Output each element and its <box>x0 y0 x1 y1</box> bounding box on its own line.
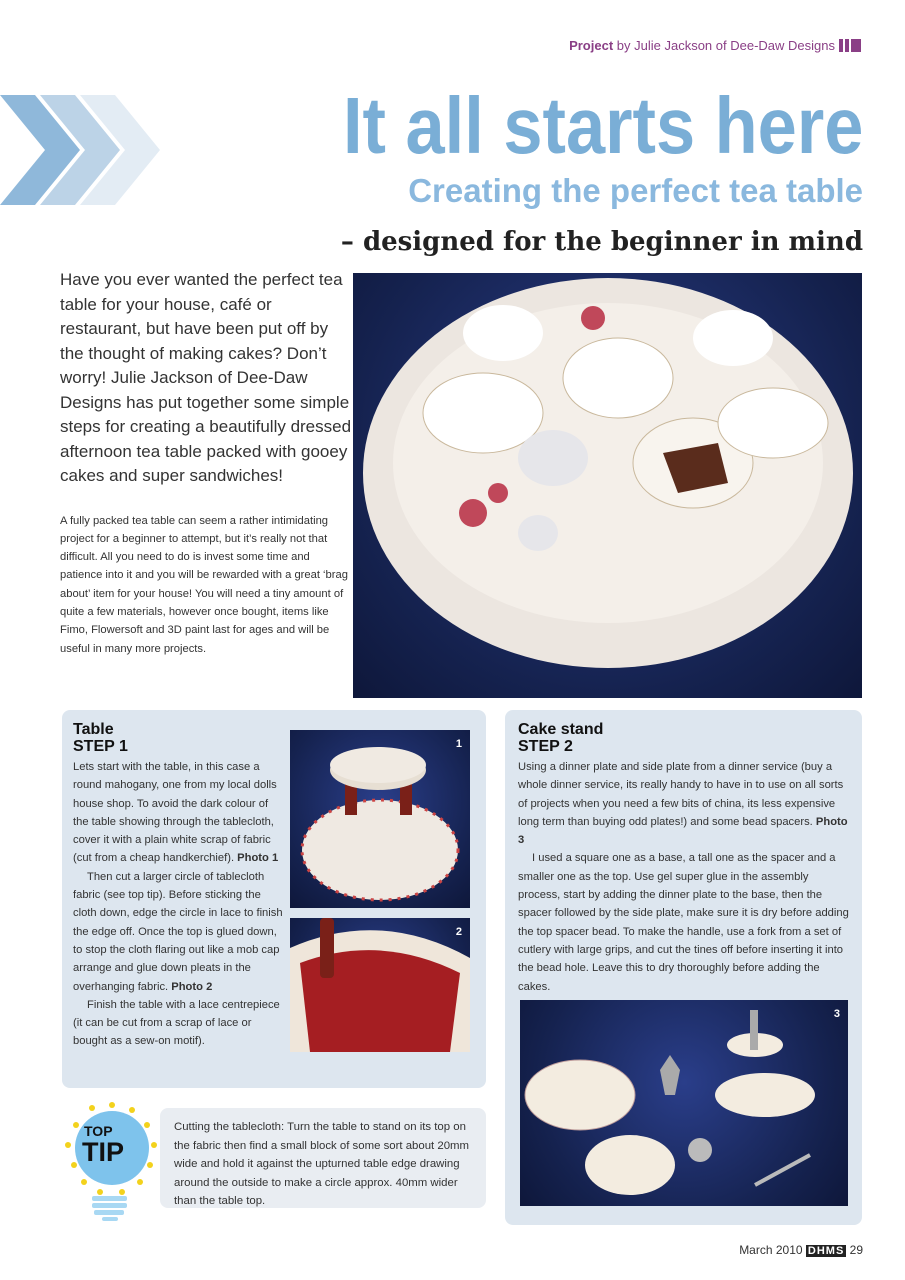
byline-author: by Julie Jackson of Dee-Daw Designs <box>616 38 835 53</box>
photo-number: 1 <box>455 738 462 750</box>
photo-1 <box>290 730 470 908</box>
chevron-arrows-icon <box>0 95 160 205</box>
footer <box>739 1243 863 1257</box>
step1-heading: Table <box>73 721 114 738</box>
tip-text: Cutting the tablecloth: Turn the table to stand on its top on the fabric then find a small block of some sort about 20mm wide and hold it against the upturned table edge drawing around the outside to make a circle approx. 40mm wider than the table top. <box>174 1121 470 1207</box>
step1-paragraph: Lets start with the table, in this case a round mahogany, one from my local dolls house shop. To avoid the dark colour of the table showing through the tablecloth, cover it with a plain white scrap of fabric (cut from a cheap handkerchief). Photo 1 <box>73 761 279 865</box>
tip-top-label: TOP <box>84 1123 113 1139</box>
issue-date: March 2010 <box>739 1243 803 1257</box>
photo-2 <box>290 918 470 1052</box>
tip-tip-label: TIP <box>82 1137 125 1167</box>
step1-paragraph: Finish the table with a lace centrepiece (it can be cut from a scrap of lace or bought as a sew-on motif). <box>73 998 280 1048</box>
tagline: – designed for the beginner in mind <box>340 227 863 257</box>
intro-text: Have you ever wanted the perfect tea table for your house, café or restaurant, but have been put off by the thought of making cakes? Don’t worry! Julie Jackson of Dee-Daw Designs has put together some simple steps for creating a beautifully dressed afternoon tea table packed with gooey cakes and super sandwiches! <box>60 270 352 485</box>
photo-number: 2 <box>455 926 462 938</box>
step2-heading: Cake stand <box>518 721 604 738</box>
photo-number: 3 <box>833 1007 840 1020</box>
step2-panel <box>505 710 862 1225</box>
magazine-logo: DHMS <box>807 1245 845 1257</box>
page-number: 29 <box>849 1243 863 1257</box>
step2-paragraph: Using a dinner plate and side plate from a dinner service (buy a whole dinner service, its really handy to have in to use on all sorts of projects when you need a few bits of china, its less expensive long term than buying odd plates!) and some bead spacers. Photo 3 <box>518 761 848 847</box>
photo-3 <box>520 1000 848 1206</box>
step2-label: STEP 2 <box>518 738 573 755</box>
byline <box>569 38 863 55</box>
intro-column <box>60 268 352 658</box>
body-text: A fully packed tea table can seem a rather intimidating project for a beginner to attempt, but it’s really not that difficult. All you need to do is invest some time and patience into it and you will be rewarded with a great ‘brag about’ item for your house! You will need a tiny amount of quite a few materials, however once bought, items like Fimo, Flowersoft and 3D paint last for ages and will be useful in many more projects. <box>60 514 348 655</box>
step2-paragraph: I used a square one as a base, a tall one as the spacer and a smaller one as the top. Use gel super glue in the assembly process, start by adding the dinner plate to the base, then the spacer followed by the side plate, make sure it is dry before adding the top spacer bead. To make the handle, use a fork from a set of cutlery with large grips, and cut the tines off before inserting it into the bead hole. Leave this to dry thoroughly before adding the cakes. <box>518 852 849 993</box>
byline-label: Project <box>569 38 614 53</box>
tea-table-photo <box>353 273 862 698</box>
section-bars-icon <box>839 39 863 55</box>
step1-panel <box>62 710 486 1088</box>
page-title: It all starts here <box>342 81 863 170</box>
step1-label: STEP 1 <box>73 738 128 755</box>
step1-paragraph: Then cut a larger circle of tablecloth fabric (see top tip). Before sticking the cloth down, edge the circle in lace to finish the edge off. Once the top is glued down, to stop the cloth flaring out like a mob cap arrange and glue down pleats in the overhanging fabric. Photo 2 <box>73 870 283 993</box>
page-subtitle: Creating the perfect tea table <box>408 172 863 209</box>
